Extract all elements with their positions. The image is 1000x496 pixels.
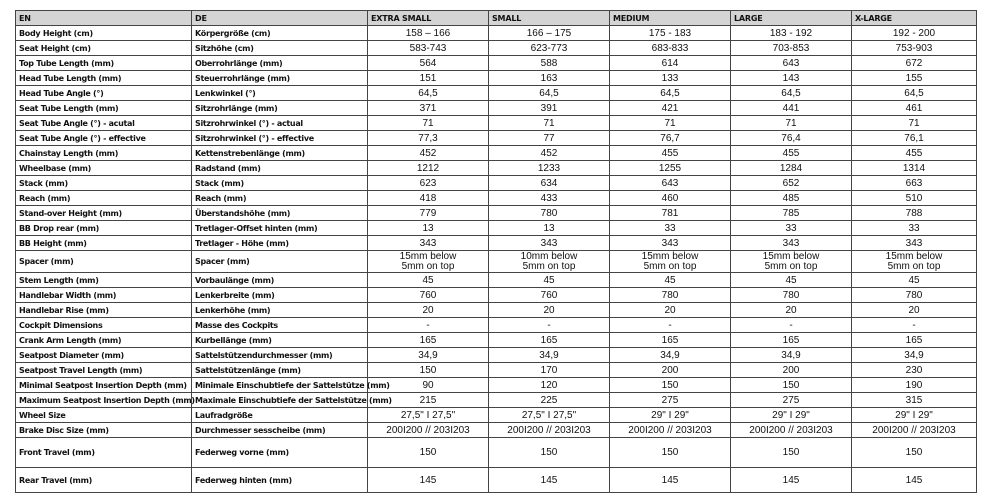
cell-small: 166 – 175 [489, 26, 610, 41]
cell-small: 20 [489, 303, 610, 318]
row-label-de: Sitzhöhe (cm) [192, 41, 368, 56]
cell-x-large: 510 [852, 191, 977, 206]
table-row [16, 206, 977, 221]
cell-small: 45 [489, 273, 610, 288]
cell-large: 441 [731, 101, 852, 116]
cell-x-large: 165 [852, 333, 977, 348]
cell-small: 170 [489, 363, 610, 378]
row-label-en: Seatpost Travel Length (mm) [16, 363, 192, 378]
cell-x-large: 45 [852, 273, 977, 288]
table-row [16, 273, 977, 288]
cell-extra-small: 1212 [368, 161, 489, 176]
cell-medium: 20 [610, 303, 731, 318]
cell-medium: 33 [610, 221, 731, 236]
table-row [16, 56, 977, 71]
row-label-de: Federweg vorne (mm) [192, 438, 368, 468]
cell-x-large: 672 [852, 56, 977, 71]
cell-large: 485 [731, 191, 852, 206]
cell-large: 703-853 [731, 41, 852, 56]
table-row [16, 468, 977, 493]
cell-medium: 175 - 183 [610, 26, 731, 41]
cell-x-large: 76,1 [852, 131, 977, 146]
row-label-en: BB Height (mm) [16, 236, 192, 251]
header-small: SMALL [489, 11, 610, 26]
cell-extra-small: 371 [368, 101, 489, 116]
cell-large: 143 [731, 71, 852, 86]
cell-medium: 34,9 [610, 348, 731, 363]
row-label-en: Body Height (cm) [16, 26, 192, 41]
cell-medium: 145 [610, 468, 731, 493]
cell-medium: 29" I 29" [610, 408, 731, 423]
row-label-de: Tretlager-Offset hinten (mm) [192, 221, 368, 236]
cell-large: 200 [731, 363, 852, 378]
cell-medium: 683-833 [610, 41, 731, 56]
cell-small: 120 [489, 378, 610, 393]
cell-x-large: 1314 [852, 161, 977, 176]
cell-medium: 71 [610, 116, 731, 131]
row-label-de: Sitzrohrwinkel (°) - actual [192, 116, 368, 131]
table-row [16, 101, 977, 116]
cell-small: 452 [489, 146, 610, 161]
row-label-de: Steuerrohrlänge (mm) [192, 71, 368, 86]
cell-medium: 781 [610, 206, 731, 221]
table-row [16, 438, 977, 468]
cell-medium: - [610, 318, 731, 333]
cell-large: 455 [731, 146, 852, 161]
cell-x-large: 29" I 29" [852, 408, 977, 423]
cell-medium: 643 [610, 176, 731, 191]
table-row [16, 378, 977, 393]
cell-extra-small: 583-743 [368, 41, 489, 56]
cell-extra-small: 165 [368, 333, 489, 348]
cell-small: 780 [489, 206, 610, 221]
cell-medium: 165 [610, 333, 731, 348]
cell-small: 200I200 // 203I203 [489, 423, 610, 438]
row-label-en: Stand-over Height (mm) [16, 206, 192, 221]
row-label-de: Lenkwinkel (°) [192, 86, 368, 101]
cell-x-large: 15mm below 5mm on top [852, 251, 977, 273]
row-label-de: Kettenstrebenlänge (mm) [192, 146, 368, 161]
cell-extra-small: 34,9 [368, 348, 489, 363]
table-row [16, 41, 977, 56]
cell-extra-small: 20 [368, 303, 489, 318]
cell-extra-small: 343 [368, 236, 489, 251]
cell-x-large: 788 [852, 206, 977, 221]
cell-large: - [731, 318, 852, 333]
cell-extra-small: 215 [368, 393, 489, 408]
cell-extra-small: 77,3 [368, 131, 489, 146]
cell-x-large: 753-903 [852, 41, 977, 56]
cell-small: 34,9 [489, 348, 610, 363]
cell-x-large: 150 [852, 438, 977, 468]
cell-large: 165 [731, 333, 852, 348]
table-row [16, 86, 977, 101]
cell-medium: 200 [610, 363, 731, 378]
table-row [16, 176, 977, 191]
cell-x-large: 71 [852, 116, 977, 131]
header-en: EN [16, 11, 192, 26]
cell-large: 145 [731, 468, 852, 493]
cell-large: 785 [731, 206, 852, 221]
cell-extra-small: 418 [368, 191, 489, 206]
table-row [16, 318, 977, 333]
header-row [16, 11, 977, 26]
cell-small: 13 [489, 221, 610, 236]
cell-x-large: 34,9 [852, 348, 977, 363]
table-row [16, 393, 977, 408]
cell-small: 588 [489, 56, 610, 71]
header-medium: MEDIUM [610, 11, 731, 26]
header-x-large: X-LARGE [852, 11, 977, 26]
cell-x-large: 145 [852, 468, 977, 493]
row-label-en: Head Tube Length (mm) [16, 71, 192, 86]
cell-small: 623-773 [489, 41, 610, 56]
row-label-en: Seat Tube Length (mm) [16, 101, 192, 116]
row-label-de: Sitzrohrlänge (mm) [192, 101, 368, 116]
cell-small: 760 [489, 288, 610, 303]
table-row [16, 26, 977, 41]
row-label-en: Rear Travel (mm) [16, 468, 192, 493]
cell-large: 200I200 // 203I203 [731, 423, 852, 438]
row-label-de: Federweg hinten (mm) [192, 468, 368, 493]
cell-large: 183 - 192 [731, 26, 852, 41]
cell-extra-small: 200I200 // 203I203 [368, 423, 489, 438]
row-label-de: Maximale Einschubtiefe der Sattelstütze (mm) [192, 393, 368, 408]
cell-extra-small: 15mm below 5mm on top [368, 251, 489, 273]
row-label-en: Front Travel (mm) [16, 438, 192, 468]
cell-extra-small: 45 [368, 273, 489, 288]
table-row [16, 161, 977, 176]
cell-small: 77 [489, 131, 610, 146]
cell-large: 33 [731, 221, 852, 236]
cell-extra-small: 90 [368, 378, 489, 393]
row-label-de: Masse des Cockpits [192, 318, 368, 333]
cell-large: 45 [731, 273, 852, 288]
cell-large: 20 [731, 303, 852, 318]
header-de: DE [192, 11, 368, 26]
cell-extra-small: 158 – 166 [368, 26, 489, 41]
cell-extra-small: 27,5" I 27,5" [368, 408, 489, 423]
table-row [16, 191, 977, 206]
row-label-en: Minimal Seatpost Insertion Depth (mm) [16, 378, 192, 393]
row-label-en: Crank Arm Length (mm) [16, 333, 192, 348]
cell-medium: 275 [610, 393, 731, 408]
cell-x-large: 20 [852, 303, 977, 318]
cell-small: 433 [489, 191, 610, 206]
cell-x-large: 461 [852, 101, 977, 116]
cell-medium: 150 [610, 438, 731, 468]
header-large: LARGE [731, 11, 852, 26]
cell-small: 163 [489, 71, 610, 86]
cell-small: 64,5 [489, 86, 610, 101]
table-row [16, 423, 977, 438]
cell-extra-small: 452 [368, 146, 489, 161]
row-label-de: Vorbaulänge (mm) [192, 273, 368, 288]
cell-medium: 45 [610, 273, 731, 288]
cell-small: 225 [489, 393, 610, 408]
cell-medium: 614 [610, 56, 731, 71]
cell-small: 150 [489, 438, 610, 468]
row-label-de: Minimale Einschubtiefe der Sattelstütze (mm) [192, 378, 368, 393]
table-row [16, 348, 977, 363]
cell-extra-small: - [368, 318, 489, 333]
cell-small: 343 [489, 236, 610, 251]
table-row [16, 146, 977, 161]
row-label-en: Head Tube Angle (°) [16, 86, 192, 101]
row-label-en: BB Drop rear (mm) [16, 221, 192, 236]
cell-x-large: 455 [852, 146, 977, 161]
row-label-en: Cockpit Dimensions [16, 318, 192, 333]
cell-extra-small: 13 [368, 221, 489, 236]
row-label-de: Reach (mm) [192, 191, 368, 206]
cell-medium: 343 [610, 236, 731, 251]
row-label-en: Stack (mm) [16, 176, 192, 191]
table-row [16, 303, 977, 318]
row-label-de: Überstandshöhe (mm) [192, 206, 368, 221]
cell-extra-small: 145 [368, 468, 489, 493]
row-label-en: Wheelbase (mm) [16, 161, 192, 176]
cell-x-large: 780 [852, 288, 977, 303]
cell-x-large: 230 [852, 363, 977, 378]
row-label-en: Stem Length (mm) [16, 273, 192, 288]
cell-medium: 455 [610, 146, 731, 161]
cell-extra-small: 64,5 [368, 86, 489, 101]
cell-x-large: - [852, 318, 977, 333]
cell-x-large: 190 [852, 378, 977, 393]
cell-medium: 76,7 [610, 131, 731, 146]
cell-small: 1233 [489, 161, 610, 176]
cell-small: 391 [489, 101, 610, 116]
cell-extra-small: 71 [368, 116, 489, 131]
row-label-de: Lenkerhöhe (mm) [192, 303, 368, 318]
row-label-de: Lenkerbreite (mm) [192, 288, 368, 303]
cell-large: 343 [731, 236, 852, 251]
table-row [16, 71, 977, 86]
row-label-de: Sattelstützendurchmesser (mm) [192, 348, 368, 363]
cell-small: 27,5" I 27,5" [489, 408, 610, 423]
row-label-en: Seat Tube Angle (°) - effective [16, 131, 192, 146]
row-label-en: Handlebar Width (mm) [16, 288, 192, 303]
cell-medium: 421 [610, 101, 731, 116]
cell-large: 34,9 [731, 348, 852, 363]
table-row [16, 236, 977, 251]
cell-large: 64,5 [731, 86, 852, 101]
cell-medium: 15mm below 5mm on top [610, 251, 731, 273]
cell-x-large: 343 [852, 236, 977, 251]
row-label-en: Spacer (mm) [16, 251, 192, 273]
row-label-en: Reach (mm) [16, 191, 192, 206]
row-label-de: Durchmesser sesscheibe (mm) [192, 423, 368, 438]
cell-x-large: 192 - 200 [852, 26, 977, 41]
row-label-en: Maximum Seatpost Insertion Depth (mm) [16, 393, 192, 408]
cell-extra-small: 150 [368, 363, 489, 378]
cell-small: 145 [489, 468, 610, 493]
cell-large: 150 [731, 378, 852, 393]
row-label-en: Wheel Size [16, 408, 192, 423]
row-label-de: Tretlager - Höhe (mm) [192, 236, 368, 251]
cell-small: 165 [489, 333, 610, 348]
row-label-en: Seat Tube Angle (°) - acutal [16, 116, 192, 131]
table-row [16, 131, 977, 146]
cell-extra-small: 151 [368, 71, 489, 86]
table-row [16, 288, 977, 303]
cell-medium: 1255 [610, 161, 731, 176]
cell-large: 15mm below 5mm on top [731, 251, 852, 273]
row-label-en: Brake Disc Size (mm) [16, 423, 192, 438]
table-row [16, 251, 977, 273]
row-label-de: Kurbellänge (mm) [192, 333, 368, 348]
cell-medium: 64,5 [610, 86, 731, 101]
cell-medium: 780 [610, 288, 731, 303]
cell-large: 1284 [731, 161, 852, 176]
header-extra-small: EXTRA SMALL [368, 11, 489, 26]
cell-small: 10mm below 5mm on top [489, 251, 610, 273]
row-label-en: Seatpost Diameter (mm) [16, 348, 192, 363]
cell-large: 29" I 29" [731, 408, 852, 423]
table-row [16, 116, 977, 131]
cell-x-large: 200I200 // 203I203 [852, 423, 977, 438]
table-row [16, 221, 977, 236]
row-label-de: Sattelstützenlänge (mm) [192, 363, 368, 378]
row-label-de: Radstand (mm) [192, 161, 368, 176]
cell-large: 150 [731, 438, 852, 468]
table-row [16, 333, 977, 348]
cell-x-large: 315 [852, 393, 977, 408]
row-label-de: Stack (mm) [192, 176, 368, 191]
cell-large: 71 [731, 116, 852, 131]
geometry-table [15, 10, 977, 493]
cell-large: 275 [731, 393, 852, 408]
cell-large: 76,4 [731, 131, 852, 146]
row-label-de: Körpergröße (cm) [192, 26, 368, 41]
cell-x-large: 663 [852, 176, 977, 191]
cell-small: 634 [489, 176, 610, 191]
cell-x-large: 155 [852, 71, 977, 86]
row-label-de: Sitzrohrwinkel (°) - effective [192, 131, 368, 146]
cell-small: - [489, 318, 610, 333]
row-label-en: Chainstay Length (mm) [16, 146, 192, 161]
table-row [16, 363, 977, 378]
cell-medium: 150 [610, 378, 731, 393]
cell-medium: 460 [610, 191, 731, 206]
cell-medium: 133 [610, 71, 731, 86]
row-label-de: Spacer (mm) [192, 251, 368, 273]
cell-medium: 200I200 // 203I203 [610, 423, 731, 438]
cell-small: 71 [489, 116, 610, 131]
cell-extra-small: 564 [368, 56, 489, 71]
table-row [16, 408, 977, 423]
row-label-en: Seat Height (cm) [16, 41, 192, 56]
cell-extra-small: 760 [368, 288, 489, 303]
row-label-de: Laufradgröße [192, 408, 368, 423]
row-label-en: Handlebar Rise (mm) [16, 303, 192, 318]
cell-large: 652 [731, 176, 852, 191]
cell-extra-small: 623 [368, 176, 489, 191]
cell-extra-small: 150 [368, 438, 489, 468]
cell-x-large: 64,5 [852, 86, 977, 101]
cell-large: 780 [731, 288, 852, 303]
cell-large: 643 [731, 56, 852, 71]
cell-extra-small: 779 [368, 206, 489, 221]
cell-x-large: 33 [852, 221, 977, 236]
row-label-en: Top Tube Length (mm) [16, 56, 192, 71]
row-label-de: Oberrohrlänge (mm) [192, 56, 368, 71]
